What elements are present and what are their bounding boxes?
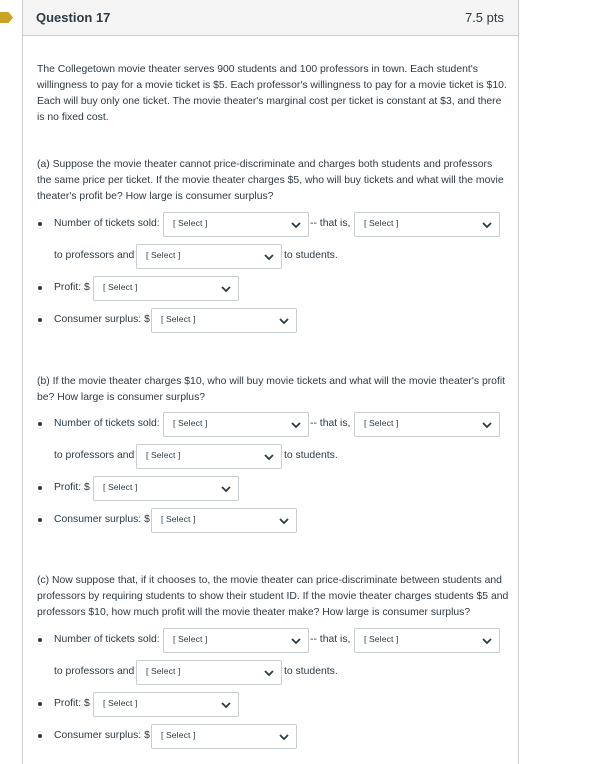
to-professors-label: to professors and — [54, 450, 135, 461]
select-placeholder: [ Select ] — [146, 450, 181, 460]
professors-tickets-select[interactable] — [136, 444, 282, 469]
consumer-surplus-label: Consumer surplus: $ — [54, 314, 150, 325]
chevron-down-icon — [263, 451, 275, 463]
that-is-label: -- that is, — [310, 634, 351, 645]
profit-label: Profit: $ — [54, 482, 90, 493]
tickets-breakdown-select[interactable] — [354, 412, 500, 437]
chevron-down-icon — [290, 219, 302, 231]
that-is-label: -- that is, — [310, 418, 351, 429]
chevron-down-icon — [278, 315, 290, 327]
select-placeholder: [ Select ] — [103, 698, 138, 708]
answer-row — [23, 476, 518, 502]
tickets-sold-select[interactable] — [163, 212, 309, 237]
answer-row — [23, 692, 518, 718]
chevron-down-icon — [481, 219, 493, 231]
bullet — [38, 734, 42, 738]
chevron-down-icon — [220, 483, 232, 495]
answer-row — [23, 508, 518, 534]
tickets-breakdown-select[interactable] — [354, 628, 500, 653]
chevron-down-icon — [481, 419, 493, 431]
bullet — [38, 422, 42, 426]
answer-row — [23, 244, 518, 270]
bullet — [38, 286, 42, 290]
profit-select[interactable] — [93, 276, 239, 301]
answer-row — [23, 660, 518, 686]
tickets-breakdown-select[interactable] — [354, 212, 500, 237]
select-placeholder: [ Select ] — [161, 314, 196, 324]
question-title: Question 17 — [36, 10, 111, 25]
select-placeholder: [ Select ] — [161, 730, 196, 740]
question-points: 7.5 pts — [464, 10, 504, 25]
profit-label: Profit: $ — [54, 698, 90, 709]
bullet — [38, 702, 42, 706]
profit-select[interactable] — [93, 476, 239, 501]
part-a-prompt: (a) Suppose the movie theater cannot price-discriminate and charges both students and professors the same price per ticket. If the movie theater charges $5, who will buy tickets and what will the movie theater's profit be? How large is consumer surplus? — [37, 159, 504, 202]
answer-row — [23, 308, 518, 334]
answer-row — [23, 724, 518, 750]
select-placeholder: [ Select ] — [173, 418, 208, 428]
select-placeholder: [ Select ] — [364, 218, 399, 228]
bullet — [38, 486, 42, 490]
question-card — [22, 0, 519, 764]
chevron-down-icon — [290, 635, 302, 647]
chevron-down-icon — [481, 635, 493, 647]
tickets-sold-select[interactable] — [163, 412, 309, 437]
chevron-down-icon — [290, 419, 302, 431]
tickets-sold-label: Number of tickets sold: — [54, 218, 160, 229]
select-placeholder: [ Select ] — [103, 482, 138, 492]
chevron-down-icon — [220, 283, 232, 295]
profit-select[interactable] — [93, 692, 239, 717]
chevron-down-icon — [278, 515, 290, 527]
answer-row — [23, 628, 518, 654]
answer-row — [23, 412, 518, 438]
consumer-surplus-select[interactable] — [151, 308, 297, 333]
select-placeholder: [ Select ] — [161, 514, 196, 524]
question-header — [23, 0, 518, 36]
to-students-label: to students. — [284, 450, 338, 461]
select-placeholder: [ Select ] — [173, 634, 208, 644]
consumer-surplus-label: Consumer surplus: $ — [54, 514, 150, 525]
tickets-sold-label: Number of tickets sold: — [54, 634, 160, 645]
select-placeholder: [ Select ] — [146, 250, 181, 260]
select-placeholder: [ Select ] — [364, 634, 399, 644]
answer-row — [23, 212, 518, 238]
select-placeholder: [ Select ] — [146, 666, 181, 676]
professors-tickets-select[interactable] — [136, 244, 282, 269]
answer-row — [23, 276, 518, 302]
consumer-surplus-select[interactable] — [151, 724, 297, 749]
question-flag-marker — [0, 12, 13, 23]
consumer-surplus-select[interactable] — [151, 508, 297, 533]
to-professors-label: to professors and — [54, 666, 135, 677]
profit-label: Profit: $ — [54, 282, 90, 293]
bullet — [38, 222, 42, 226]
chevron-down-icon — [278, 731, 290, 743]
chevron-down-icon — [263, 251, 275, 263]
bullet — [38, 318, 42, 322]
part-b-prompt: (b) If the movie theater charges $10, who will buy movie tickets and what will the movie theater's profit be? How large is consumer surplus? — [37, 376, 506, 403]
chevron-down-icon — [263, 667, 275, 679]
part-c-prompt: (c) Now suppose that, if it chooses to, the movie theater can price-discriminate between students and professors by requiring students to show their student ID. If the movie theater charges students $5 and professors $10, how much profit will the movie theater make? How large is consumer surplus? — [37, 575, 509, 618]
consumer-surplus-label: Consumer surplus: $ — [54, 730, 150, 741]
professors-tickets-select[interactable] — [136, 660, 282, 685]
to-students-label: to students. — [284, 666, 338, 677]
to-professors-label: to professors and — [54, 250, 135, 261]
to-students-label: to students. — [284, 250, 338, 261]
that-is-label: -- that is, — [310, 218, 351, 229]
chevron-down-icon — [220, 699, 232, 711]
select-placeholder: [ Select ] — [173, 218, 208, 228]
tickets-sold-select[interactable] — [163, 628, 309, 653]
bullet — [38, 518, 42, 522]
question-intro: The Collegetown movie theater serves 900 students and 100 professors in town. Each student's willingness to pay for a movie ticket is $5. Each professor's willingness to pay for a movie ticket is $10. Each will buy only one ticket. The movie theater's marginal cost per ticket is constant at $3, and there is no fixed cost. — [37, 64, 507, 123]
select-placeholder: [ Select ] — [103, 282, 138, 292]
select-placeholder: [ Select ] — [364, 418, 399, 428]
tickets-sold-label: Number of tickets sold: — [54, 418, 160, 429]
bullet — [38, 638, 42, 642]
answer-row — [23, 444, 518, 470]
